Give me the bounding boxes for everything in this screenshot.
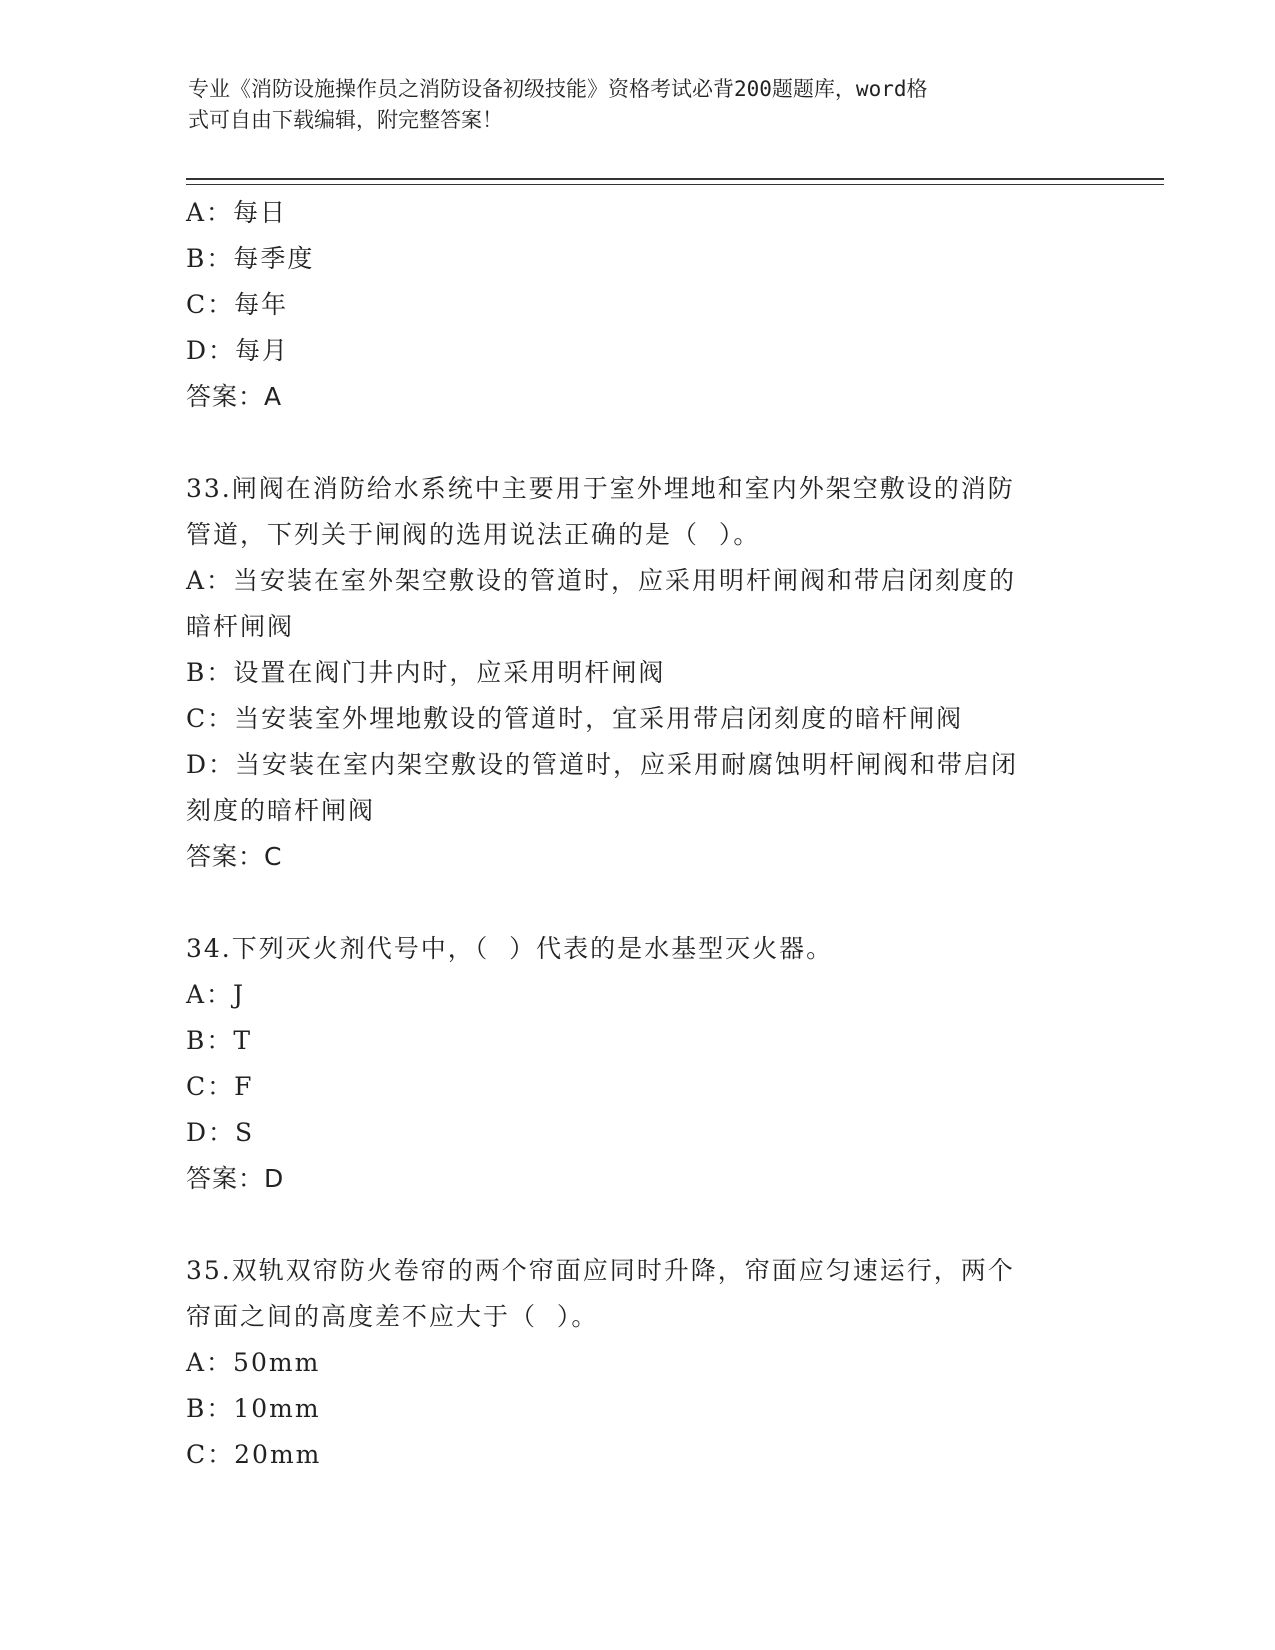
answer: 答案：D — [186, 1164, 285, 1193]
question-35 — [186, 1248, 1086, 1478]
document-header — [188, 74, 1068, 136]
question-stem-line-2: 帘面之间的高度差不应大于（ ）。 — [186, 1302, 599, 1331]
option-b: B：设置在阀门井内时，应采用明杆闸阀 — [186, 658, 666, 687]
question-stem-line-2: 管道，下列关于闸阀的选用说法正确的是（ ）。 — [186, 520, 761, 549]
answer: 答案：C — [186, 842, 283, 871]
option-d-line-2: 刻度的暗杆闸阀 — [186, 796, 376, 825]
header-divider-thin — [186, 184, 1164, 185]
question-list — [186, 190, 1086, 1478]
option-a-line-2: 暗杆闸阀 — [186, 612, 295, 641]
header-line-2: 式可自由下载编辑，附完整答案！ — [188, 108, 503, 132]
option-d-line-1: D：当安装在室内架空敷设的管道时，应采用耐腐蚀明杆闸阀和带启闭 — [186, 750, 1019, 779]
question-33 — [186, 466, 1086, 880]
question-34 — [186, 926, 1086, 1202]
option-c: C：每年 — [186, 290, 289, 319]
option-b: B：10mm — [186, 1394, 321, 1423]
option-b: B：T — [186, 1026, 253, 1055]
header-divider-thick — [186, 178, 1164, 180]
option-a: A：J — [186, 980, 246, 1009]
option-c: C：当安装室外埋地敷设的管道时，宜采用带启闭刻度的暗杆闸阀 — [186, 704, 964, 733]
question-stem-line-1: 35.双轨双帘防火卷帘的两个帘面应同时升降，帘面应匀速运行，两个 — [186, 1256, 1015, 1285]
header-line-1: 专业《消防设施操作员之消防设备初级技能》资格考试必背200题题库，word格 — [188, 77, 928, 101]
option-a-line-1: A：当安装在室外架空敷设的管道时，应采用明杆闸阀和带启闭刻度的 — [186, 566, 1017, 595]
option-d: D：每月 — [186, 336, 290, 365]
option-c: C：F — [186, 1072, 254, 1101]
question-32-tail — [186, 190, 1086, 420]
question-stem: 34.下列灭火剂代号中，（ ）代表的是水基型灭火器。 — [186, 934, 834, 963]
answer: 答案：A — [186, 382, 283, 411]
option-c: C：20mm — [186, 1440, 322, 1469]
option-d: D：S — [186, 1118, 255, 1147]
question-stem-line-1: 33.闸阀在消防给水系统中主要用于室外埋地和室内外架空敷设的消防 — [186, 474, 1015, 503]
option-b: B：每季度 — [186, 244, 315, 273]
option-a: A：每日 — [186, 198, 288, 227]
option-a: A：50mm — [186, 1348, 321, 1377]
